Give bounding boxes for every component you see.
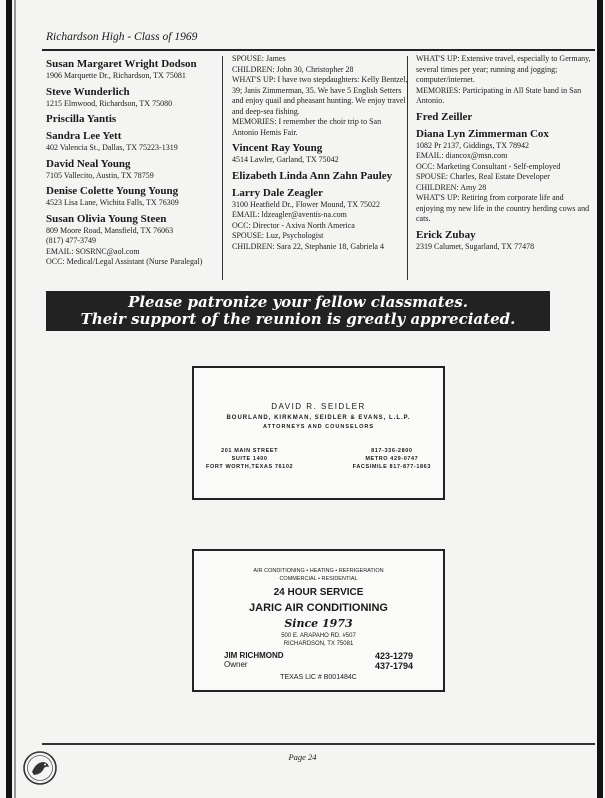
card-license: TEXAS LIC # B001484C xyxy=(280,674,357,681)
address-line: SUITE 1400 xyxy=(231,456,268,462)
phone-line: 817-336-2800 xyxy=(371,448,413,454)
phone-line: FACSIMILE 817-877-1863 xyxy=(352,464,431,470)
services-line: AIR CONDITIONING • HEATING • REFRIGERATION xyxy=(253,568,384,574)
classmate-detail: CHILDREN: John 30, Christopher 28 xyxy=(232,64,354,74)
card-phones xyxy=(353,447,431,471)
classmate-detail: 3100 Heatfield Dr., Flower Mound, TX 75022 xyxy=(232,199,381,209)
classmate-name: Larry Dale Zeagler xyxy=(232,186,324,199)
classmate-name: Vincent Ray Young xyxy=(232,142,323,154)
classmate-detail: CHILDREN: Amy 28 xyxy=(416,182,487,192)
header-rule xyxy=(42,49,595,51)
classmate-detail: OCC: Medical/Legal Assistant (Nurse Paralegal) xyxy=(46,257,203,266)
classmate-detail: OCC: Marketing Consultant - Self-employed xyxy=(416,161,561,171)
business-card-attorney xyxy=(192,366,445,500)
classmate-detail: WHAT'S UP: I have two stepdaughters: Kelly Bentzel, 39; Janis Zimmerman, 35. We have 5 English Setters and enjoy quail and pheasant hunting. We enjoy travel and deep-sea fishing. xyxy=(232,75,408,116)
classmate-name: David Neal Young xyxy=(46,157,131,170)
classmate-detail: CHILDREN: Sara 22, Stephanie 18, Gabriela 4 xyxy=(232,241,384,251)
entry-list xyxy=(416,111,592,253)
card-services xyxy=(194,567,443,583)
classmate-detail: SPOUSE: James xyxy=(232,54,286,63)
classmate-name: Elizabeth Linda Ann Zahn Pauley xyxy=(232,169,393,182)
card-firm: BOURLAND, KIRKMAN, SEIDLER & EVANS, L.L.P. xyxy=(226,415,411,421)
classmate-name: Diana Lyn Zimmerman Cox xyxy=(416,127,549,140)
phone-line: METRO 429-0747 xyxy=(365,456,419,462)
address-line: 500 E. ARAPAHO RD. #507 xyxy=(281,633,356,639)
classmate-detail: 1215 Elmwood, Richardson, TX 75080 xyxy=(46,98,173,108)
classmate-detail: EMAIL: diancox@msn.com xyxy=(416,151,508,160)
page-number: Page 24 xyxy=(288,752,317,762)
card-since: Since 1973 xyxy=(284,617,353,630)
classmate-name: Susan Margaret Wright Dodson xyxy=(46,58,197,70)
patronize-banner xyxy=(46,291,550,331)
entry-continuation xyxy=(232,54,408,138)
classmate-detail: 2319 Calumet, Sugarland, TX 77478 xyxy=(416,241,535,251)
card-tagline: ATTORNEYS AND COUNSELORS xyxy=(263,424,374,430)
banner-line-2: Their support of the reunion is greatly appreciated. xyxy=(80,310,516,328)
classmate-name: Erick Zubay xyxy=(416,228,476,241)
classmate-detail: WHAT'S UP: Extensive travel, especially to Germany, several times per year; running and jogging; computer/internet. xyxy=(416,54,591,84)
classmate-name: Steve Wunderlich xyxy=(46,85,130,98)
classmate-name: Priscilla Yantis xyxy=(46,113,117,125)
column-divider xyxy=(222,56,223,280)
classmate-detail: 402 Valencia St., Dallas, TX 75223-1319 xyxy=(46,143,178,152)
column-1 xyxy=(46,54,218,268)
classmate-detail: EMAIL: SOSRNC@aol.com xyxy=(46,246,140,256)
classmate-detail: OCC: Director - Axiva North America xyxy=(232,220,355,230)
owner-title: Owner xyxy=(224,660,248,669)
classmate-detail: WHAT'S UP: Retiring from corporate life and enjoying my new life in the country herding cows and cats. xyxy=(416,193,590,223)
column-2 xyxy=(232,54,408,252)
card-owner xyxy=(224,651,284,669)
classmate-detail: MEMORIES: Participating in All State band in San Antonio. xyxy=(416,85,582,105)
classmate-detail: 4523 Lisa Lane, Wichita Falls, TX 76309 xyxy=(46,198,179,207)
page-header-title: Richardson High - Class of 1969 xyxy=(46,31,198,43)
classmate-detail: 7105 Vallecito, Austin, TX 78759 xyxy=(46,170,154,180)
classmate-detail: SPOUSE: Charles, Real Estate Developer xyxy=(416,172,550,181)
classmate-detail: MEMORIES: I remember the choir trip to San Antonio Hemis Fair. xyxy=(232,117,382,137)
classmate-name: Susan Olivia Young Steen xyxy=(46,212,167,225)
banner-line-1: Please patronize your fellow classmates. xyxy=(128,293,468,311)
footer-rule xyxy=(42,743,595,745)
classmate-detail: SPOUSE: Luz, Psychologist xyxy=(232,231,324,240)
classmate-name: Sandra Lee Yett xyxy=(46,130,122,142)
card-company: JARIC AIR CONDITIONING xyxy=(249,602,388,614)
classmate-name: Fred Zeiller xyxy=(416,110,473,123)
card-service: 24 HOUR SERVICE xyxy=(273,587,364,598)
owner-name: JIM RICHMOND xyxy=(224,651,284,660)
entry-continuation xyxy=(416,54,592,107)
card-address xyxy=(194,632,443,648)
classmate-detail: EMAIL: ldzeagler@aventis-na.com xyxy=(232,210,347,219)
classmate-detail: (817) 477-3749 xyxy=(46,236,96,245)
address-line: 201 MAIN STREET xyxy=(221,448,279,454)
phone-line: 423-1279 xyxy=(374,651,413,661)
classmate-detail: 809 Moore Road, Mansfield, TX 76063 xyxy=(46,225,174,235)
phone-line: 437-1794 xyxy=(374,661,413,671)
services-line: COMMERCIAL • RESIDENTIAL xyxy=(279,576,358,582)
classmate-detail: 1082 Pr 2137, Giddings, TX 78942 xyxy=(416,140,529,150)
address-line: FORT WORTH,TEXAS 76102 xyxy=(206,464,294,470)
classmate-name: Denise Colette Young Young xyxy=(46,185,179,197)
page-edge-line xyxy=(14,0,16,798)
card-phones xyxy=(375,651,413,671)
address-line: RICHARDSON, TX 75081 xyxy=(283,641,354,647)
card-address xyxy=(206,447,293,471)
page-edge-bar-right xyxy=(597,0,603,798)
card-name: DAVID R. SEIDLER xyxy=(271,402,366,411)
column-3 xyxy=(416,54,592,252)
business-card-ac xyxy=(192,549,445,692)
page-edge-bar xyxy=(6,0,12,798)
entry-list xyxy=(232,142,408,252)
classmate-detail: 1906 Marquette Dr., Richardson, TX 75081 xyxy=(46,71,186,80)
classmate-detail: 4514 Lawler, Garland, TX 75042 xyxy=(232,155,339,164)
